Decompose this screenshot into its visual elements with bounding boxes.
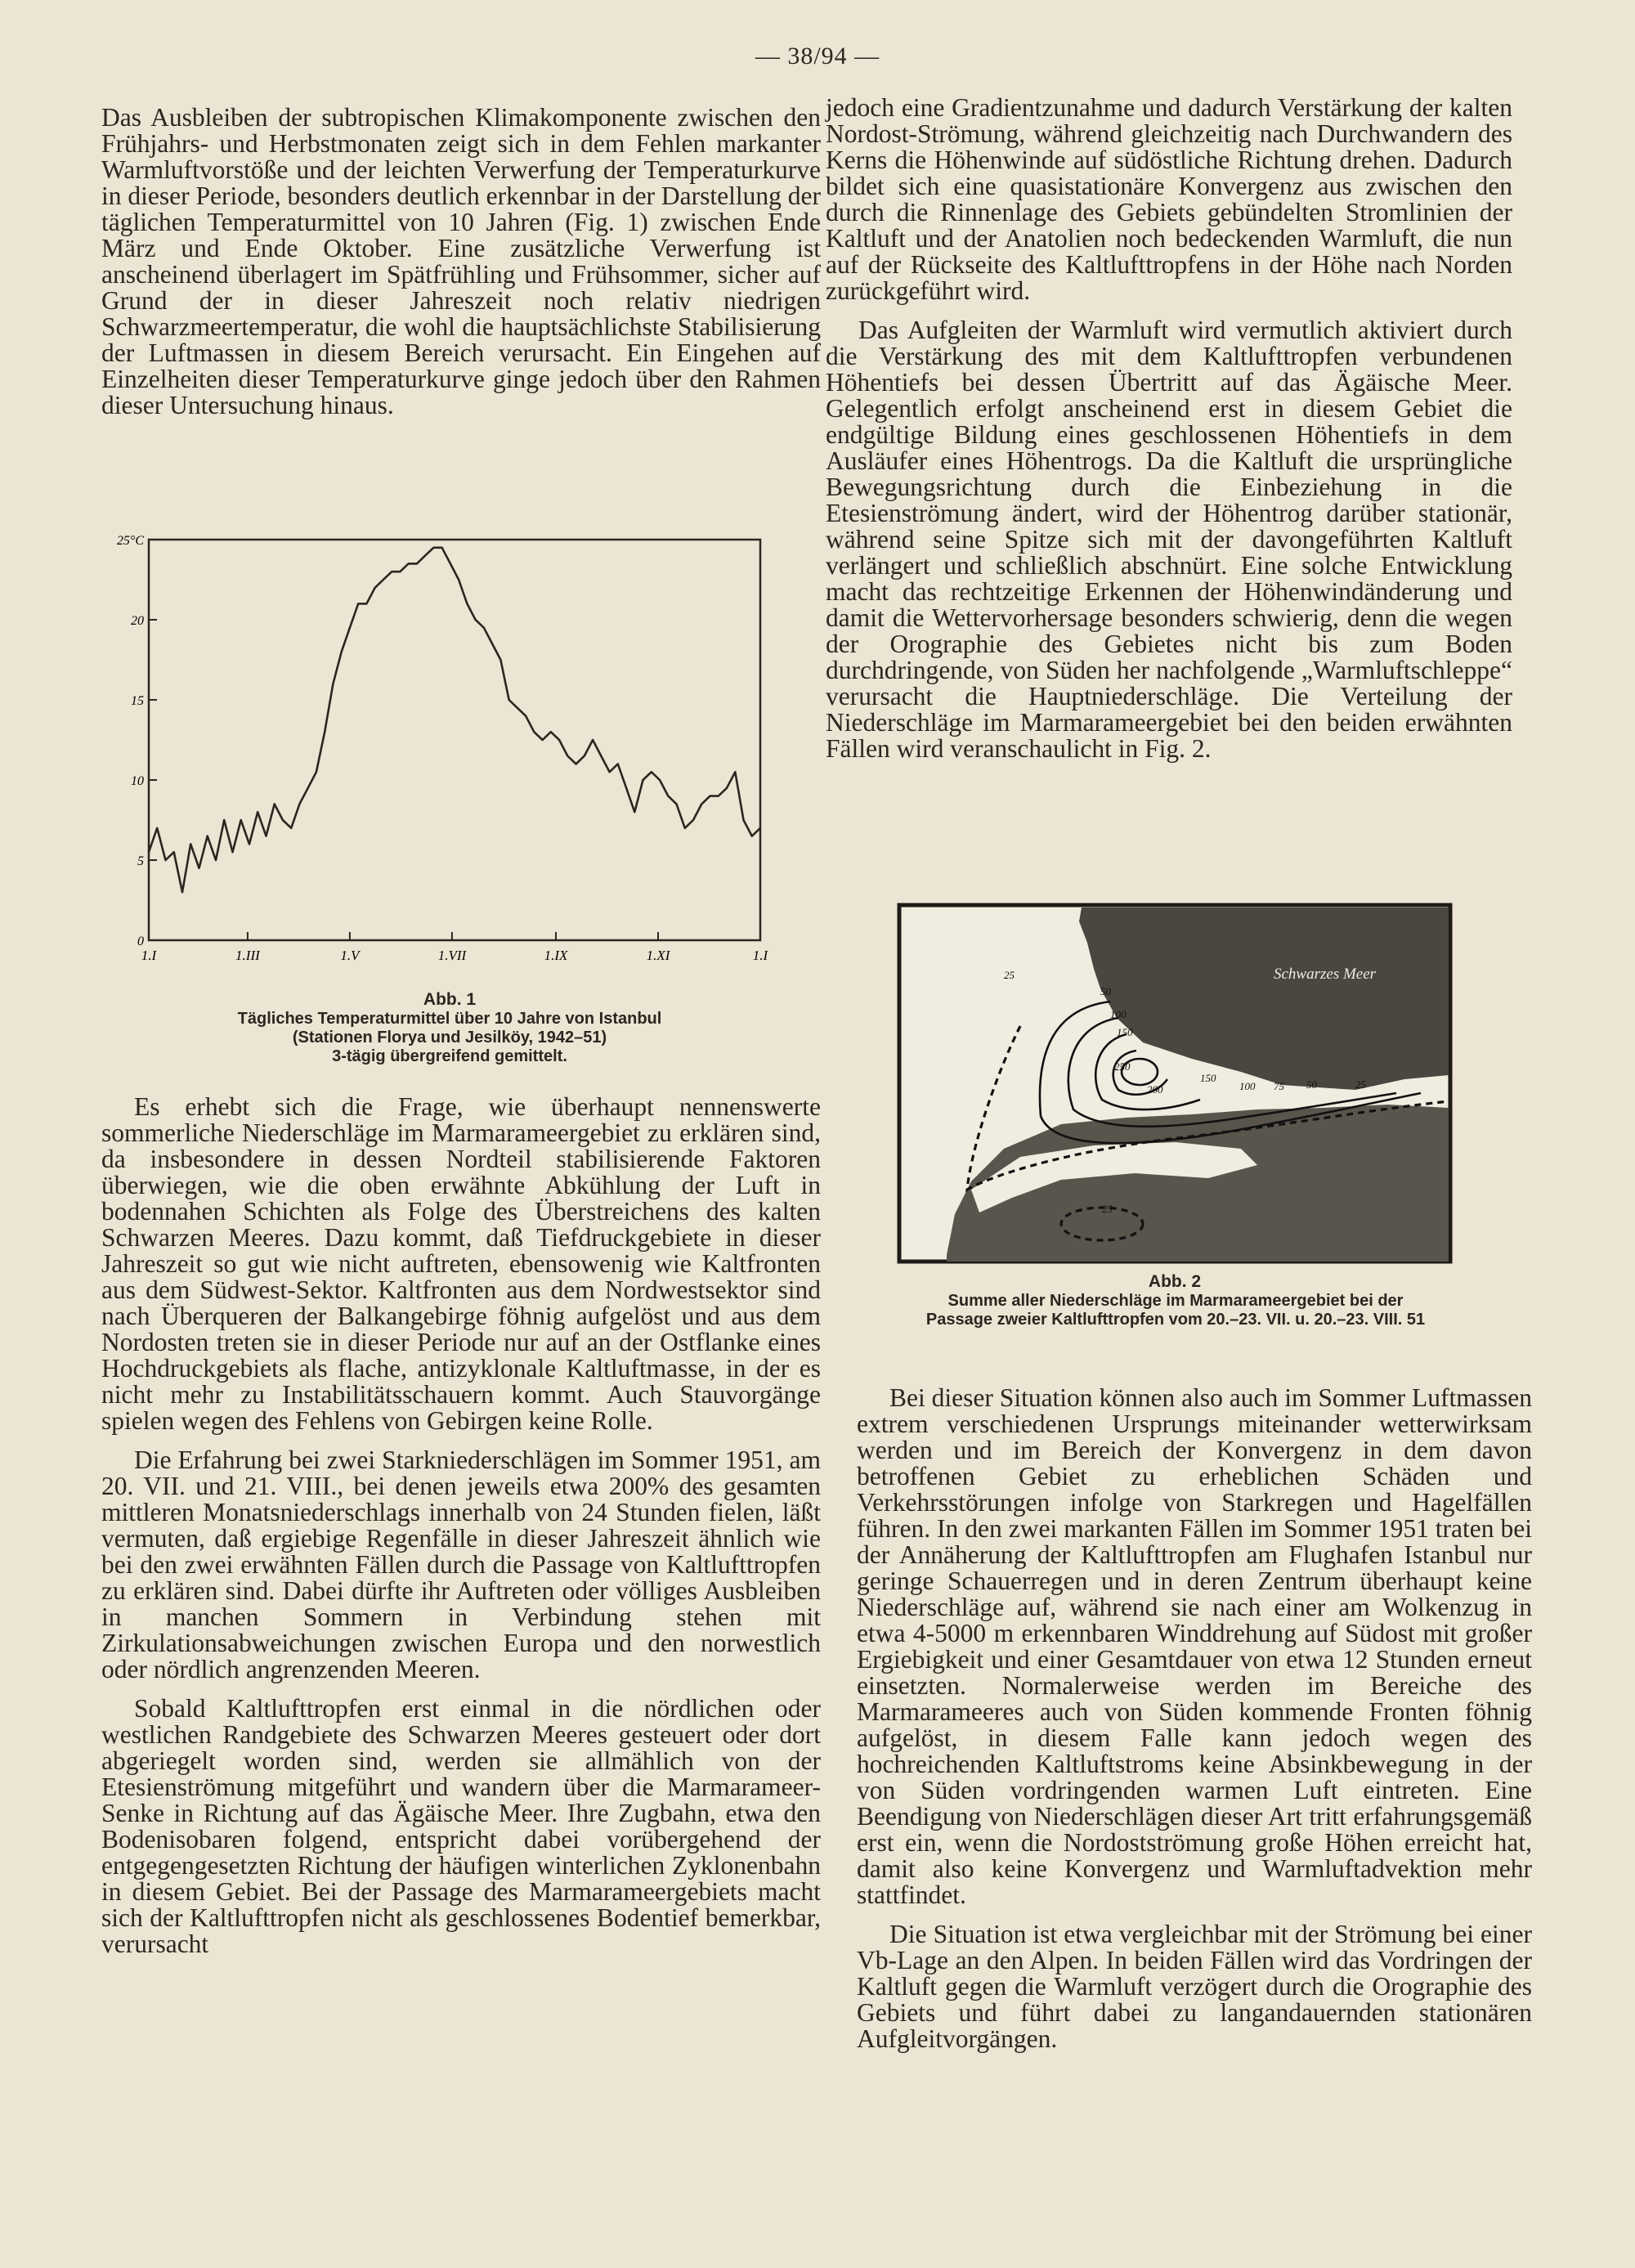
y-tick-label: 10: [131, 774, 144, 788]
paragraph: Bei dieser Situation können also auch im Sommer Luftmassen extrem verschiedenen Ursprungs miteinander wetterwirksam werden und im Bereich der Konvergenz in dem davon betroffenen Gebiet zu erheblichen Schäden und Verkehrsstörungen infolge von Starkregen und Hagelfällen führen. In den zwei markanten Fällen im Sommer 1951 traten bei der Annäherung der Kaltlufttropfen am Flughafen Istanbul nur geringe Schauerregen und in deren Zentrum überhaupt keine Niederschläge auf, während sie nach einer am Wolkenzug in etwa 4-5000 m erkennbaren Winddrehung auf Südost mit großer Ergiebigkeit und einer Gesamtdauer von etwa 12 Stunden erneut einsetzten. Normalerweise werden im Bereiche des Marmarameeres auch von Süden kommende Fronten föhnig aufgelöst, in diesem Falle kann jedoch wegen des hochreichenden Kaltluftstroms keine Absinkbewegung in der von Süden vordringenden warmen Luft eintreten. Eine Beendigung von Niederschlägen dieser Art tritt erfahrungsgemäß erst ein, wenn die Nordostströmung große Höhen erreicht hat, damit also keine Konvergenz und Warmluftadvektion mehr stattfindet.: [857, 1383, 1532, 1909]
contour-label: 150: [1117, 1026, 1133, 1038]
paragraph: Das Ausbleiben der subtropischen Klimakomponente zwischen den Frühjahrs- und Herbstmonaten zeigt sich in dem Fehlen markanter Warmluftvorstöße und der leichten Verwerfung der Temperaturkurve in dieser Periode, besonders deutlich erkennbar in der Darstellung der täglichen Temperaturmittel von 10 Jahren (Fig. 1) zwischen Ende März und Ende Oktober. Eine zusätzliche Verwerfung ist anscheinend überlagert im Spätfrühling und Frühsommer, sicher auf Grund der in dieser Jahreszeit noch relativ niedrigen Schwarzmeertemperatur, die wohl die hauptsächlichste Stabilisierung der Luftmassen in diesem Bereich verursacht. Ein Eingehen auf Einzelheiten dieser Temperaturkurve ginge jedoch über den Rahmen dieser Untersuchung hinaus.: [101, 103, 821, 419]
contour-label: 150: [1200, 1072, 1216, 1084]
x-tick-label: 1.V: [340, 948, 360, 963]
x-tick-label: 1.IX: [544, 948, 568, 963]
page-number: — 38/94 —: [755, 43, 880, 69]
left-column-top: [101, 105, 821, 432]
sea-label: Schwarzes Meer: [1274, 966, 1377, 983]
contour-label: 100: [1110, 1008, 1127, 1020]
paragraph: Die Erfahrung bei zwei Starkniederschlägen im Sommer 1951, am 20. VII. und 21. VIII., bei denen jeweils etwa 200% des gesamten mittleren Monatsniederschlags innerhalb von 24 Stunden fielen, läßt vermuten, daß ergiebige Regenfälle in dieser Jahreszeit ähnlich wie bei den zwei erwähnten Fällen durch die Passage von Kaltlufttropfen zu erklären sind. Dabei dürfte ihr Auftreten oder völliges Ausbleiben in manchen Sommern in Verbindung stehen mit Zirkulationsabweichungen zwischen Europa und den norwestlich oder nördlich angrenzenden Meeren.: [101, 1446, 821, 1683]
paragraph: Sobald Kaltlufttropfen erst einmal in die nördlichen oder westlichen Randgebiete des Schwarzen Meeres gesteuert oder dort abgeriegelt worden sind, werden sie allmählich von der Etesienströmung mitgeführt und wandern über die Marmarameer-Senke in Richtung auf das Ägäische Meer. Ihre Zugbahn, etwa den Bodenisobaren folgend, entspricht dabei vorübergehend der entgegengesetzten Richtung der häufigen winterlichen Zyklonenbahn in diesem Gebiet. Bei der Passage des Marmarameergebiets macht sich der Kaltlufttropfen nicht als geschlossenes Bodentief bemerkbar, verursacht: [101, 1694, 821, 1958]
paragraph: Das Aufgleiten der Warmluft wird vermutlich aktiviert durch die Verstärkung des mit dem Kaltlufttropfen verbundenen Höhentiefs bei dessen Übertritt auf das Ägäische Meer. Gelegentlich erfolgt anscheinend erst in diesem Gebiet die endgültige Bildung eines geschlossenen Höhentiefs in dem Ausläufer eines Höhentrogs. Da die Kaltluft die ursprüngliche Bewegungsrichtung durch die Einbeziehung in die Etesienströmung ändert, wird der Höhentrog darüber stationär, während seine Spitze sich mit der davongeführten Kaltluft verlängert und schließlich abschnürt. Eine solche Entwicklung macht das rechtzeitige Erkennen der Höhenwindänderung und damit die Wettervorhersage besonders schwierig, denn die wegen der Orographie des Gebietes nicht bis zum Boden durchdringende, von Süden her nachfolgende „Warmluftschleppe“ verursacht die Hauptniederschläge. Die Verteilung der Niederschläge im Marmarameergebiet bei den beiden erwähnten Fällen wird veranschaulicht in Fig. 2.: [826, 316, 1512, 763]
y-tick-label: 5: [137, 854, 144, 868]
x-tick-label: 1.I: [141, 948, 157, 963]
caption-line: 3-tägig übergreifend gemittelt.: [332, 1047, 567, 1065]
caption-line: (Stationen Florya und Jesilköy, 1942–51): [292, 1029, 607, 1047]
figure-2: [898, 903, 1452, 1329]
paragraph: jedoch eine Gradientzunahme und dadurch Verstärkung der kalten Nordost-Strömung, während gleichzeitig nach Durchwandern des Kerns die Höhenwinde auf südöstliche Richtung drehen. Dadurch bildet sich eine quasistationäre Konvergenz aus zwischen den durch die Rinnenlage des Gebiets gebündelten Stromlinien der Kaltluft und der Anatolien noch bedeckenden Warmluft, die nun auf der Rückseite des Kaltlufttropfens in der Höhe nach Norden zurückgeführt wird.: [826, 93, 1512, 305]
contour-label: 100: [1239, 1080, 1256, 1092]
figure-2-label: Abb. 2: [1148, 1272, 1202, 1291]
contour-label: 25: [1102, 1203, 1113, 1215]
y-tick-label: 25°C: [116, 534, 144, 548]
y-tick-label: 15: [131, 694, 144, 708]
temperature-series-line: [149, 548, 760, 892]
caption-line: Summe aller Niederschläge im Marmarameergebiet bei der: [947, 1292, 1404, 1310]
contour-label: 25: [1004, 969, 1015, 981]
paragraph: Die Situation ist etwa vergleichbar mit der Strömung bei einer Vb-Lage an den Alpen. In beiden Fällen wird das Vordringen der Kaltluft gegen die Warmluft verzögert durch die Orographie des Gebiets und führt dabei zu langandauernden stationären Aufgleitvorgängen.: [857, 1920, 1532, 2053]
contour-label: 75: [1274, 1080, 1284, 1092]
contour-label: 250: [1114, 1060, 1131, 1073]
figure-1-caption: [123, 1010, 777, 1066]
contour-label: 50: [1306, 1078, 1317, 1091]
y-tick-label: 20: [131, 614, 144, 628]
figure-2-caption: [865, 1292, 1486, 1329]
left-column-bottom: [101, 1094, 821, 1970]
figure-1-label: Abb. 1: [423, 990, 477, 1009]
right-column-bottom: [857, 1385, 1532, 2065]
temperature-chart: [116, 531, 777, 981]
precipitation-map: [898, 903, 1452, 1263]
x-tick-label: 1.VII: [437, 948, 467, 963]
contour-label: 200: [1147, 1083, 1163, 1096]
x-tick-label: 1.III: [235, 948, 260, 963]
figure-1: [116, 531, 777, 1066]
right-column-top: [826, 95, 1512, 775]
y-tick-label: 0: [137, 935, 144, 948]
chart-frame: [149, 540, 760, 940]
paragraph: Es erhebt sich die Frage, wie überhaupt nennenswerte sommerliche Niederschläge im Marmarameergebiet zu erklären sind, da insbesondere in dessen Nordteil stabilisierende Faktoren überwiegen, wie die oben erwähnte Abkühlung der Luft in bodennahen Schichten als Folge des Überstreichens des kalten Schwarzen Meeres. Dazu kommt, daß Tiefdruckgebiete in dieser Jahreszeit so gut wie nicht auftreten, ebensowenig wie Kaltfronten aus dem Südwest-Sektor. Kaltfronten aus dem Nordwestsektor sind nach Überqueren der Balkangebirge föhnig aufgelöst und aus dem Nordosten treten sie in dieser Periode nur auf an der Ostflanke eines Hochdruckgebiets als flache, antizyklonale Kaltluftmasse, in der es nicht mehr zu Instabilitätsschauern kommt. Auch Stauvorgänge spielen wegen des Fehlens von Gebirgen keine Rolle.: [101, 1092, 821, 1435]
x-tick-label: 1.I: [752, 948, 768, 963]
caption-line: Passage zweier Kaltlufttropfen vom 20.–23. VII. u. 20.–23. VIII. 51: [925, 1311, 1426, 1329]
caption-line: Tägliches Temperaturmittel über 10 Jahre von Istanbul: [237, 1010, 662, 1028]
x-tick-label: 1.XI: [646, 948, 670, 963]
contour-label: 50: [1100, 985, 1111, 997]
contour-label: 25: [1355, 1078, 1366, 1091]
